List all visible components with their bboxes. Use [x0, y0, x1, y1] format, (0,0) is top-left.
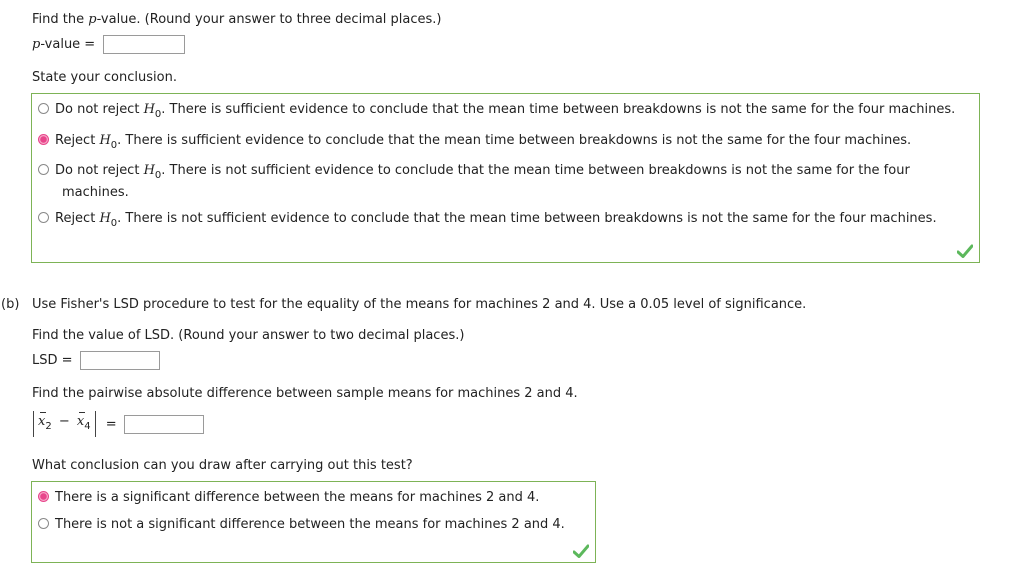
option-text: . There is sufficient evidence to conclude that the mean time between breakdowns is not the same for the four machines. — [161, 102, 956, 117]
conclusion-choice-box-a — [31, 93, 980, 263]
checkmark-icon — [957, 244, 973, 258]
option-text-continued: machines. — [62, 185, 129, 200]
x-bar-variable: x — [38, 411, 45, 433]
subscript: 2 — [45, 421, 52, 432]
subscript: 0 — [110, 140, 118, 151]
option-text: There is not a significant difference between the means for machines 2 and 4. — [55, 517, 565, 532]
radio-unselected-icon[interactable] — [38, 212, 49, 223]
checkmark-icon — [573, 544, 589, 558]
equals-sign: = — [105, 416, 117, 432]
diff-prompt: Find the pairwise absolute difference between sample means for machines 2 and 4. — [32, 386, 578, 401]
prompt-text: Find the — [32, 12, 89, 27]
part-b-instruction: Use Fisher's LSD procedure to test for the equality of the means for machines 2 and 4. Use a 0.05 level of significance. — [32, 297, 807, 312]
absolute-value-expression — [33, 411, 96, 437]
diff-input[interactable] — [124, 415, 204, 434]
p-variable: p — [32, 37, 41, 52]
conclusion-prompt-a: State your conclusion. — [32, 70, 177, 85]
radio-unselected-icon[interactable] — [38, 103, 49, 114]
option-do-not-reject-sufficient[interactable] — [38, 101, 955, 124]
conclusion-prompt-b: What conclusion can you draw after carrying out this test? — [32, 458, 413, 473]
pvalue-input[interactable] — [103, 35, 185, 54]
option-not-significant-difference[interactable] — [38, 516, 565, 534]
subscript: 0 — [154, 170, 162, 181]
option-text: . There is sufficient evidence to conclude that the mean time between breakdowns is not the same for the four machines. — [117, 133, 912, 148]
option-reject-sufficient[interactable] — [38, 132, 911, 155]
option-significant-difference[interactable] — [38, 489, 539, 507]
h-variable: H — [99, 133, 111, 148]
h-variable: H — [99, 211, 111, 226]
pvalue-label: -value = — [40, 37, 96, 52]
pvalue-prompt — [32, 11, 442, 29]
h-variable: H — [143, 163, 155, 178]
option-text: . There is not sufficient evidence to conclude that the mean time between breakdowns is not the same for the four machines. — [117, 211, 937, 226]
subscript: 0 — [110, 218, 118, 229]
p-variable: p — [88, 12, 97, 27]
lsd-row — [32, 351, 160, 370]
radio-selected-icon[interactable] — [38, 134, 49, 145]
x-bar-variable: x — [77, 411, 84, 433]
option-text: . There is not sufficient evidence to conclude that the mean time between breakdowns is not the same for the four — [161, 163, 910, 178]
subscript: 0 — [154, 109, 162, 120]
minus-sign: − — [58, 414, 70, 429]
conclusion-choice-box-b — [31, 481, 596, 563]
option-text: Do not reject — [55, 163, 144, 178]
option-text: Reject — [55, 133, 100, 148]
subscript: 4 — [84, 421, 91, 432]
h-variable: H — [143, 102, 155, 117]
radio-selected-icon[interactable] — [38, 491, 49, 502]
part-b-label: (b) — [1, 297, 20, 312]
diff-row — [33, 411, 204, 437]
prompt-text: -value. (Round your answer to three decimal places.) — [96, 12, 442, 27]
option-text: There is a significant difference between the means for machines 2 and 4. — [55, 490, 540, 505]
lsd-prompt: Find the value of LSD. (Round your answer to two decimal places.) — [32, 328, 465, 343]
pvalue-row — [32, 35, 185, 54]
radio-unselected-icon[interactable] — [38, 164, 49, 175]
lsd-input[interactable] — [80, 351, 160, 370]
option-do-not-reject-not-sufficient[interactable] — [38, 162, 910, 185]
option-text: Do not reject — [55, 102, 144, 117]
option-reject-not-sufficient[interactable] — [38, 210, 937, 233]
lsd-label: LSD = — [32, 353, 73, 368]
radio-unselected-icon[interactable] — [38, 518, 49, 529]
option-text: Reject — [55, 211, 100, 226]
